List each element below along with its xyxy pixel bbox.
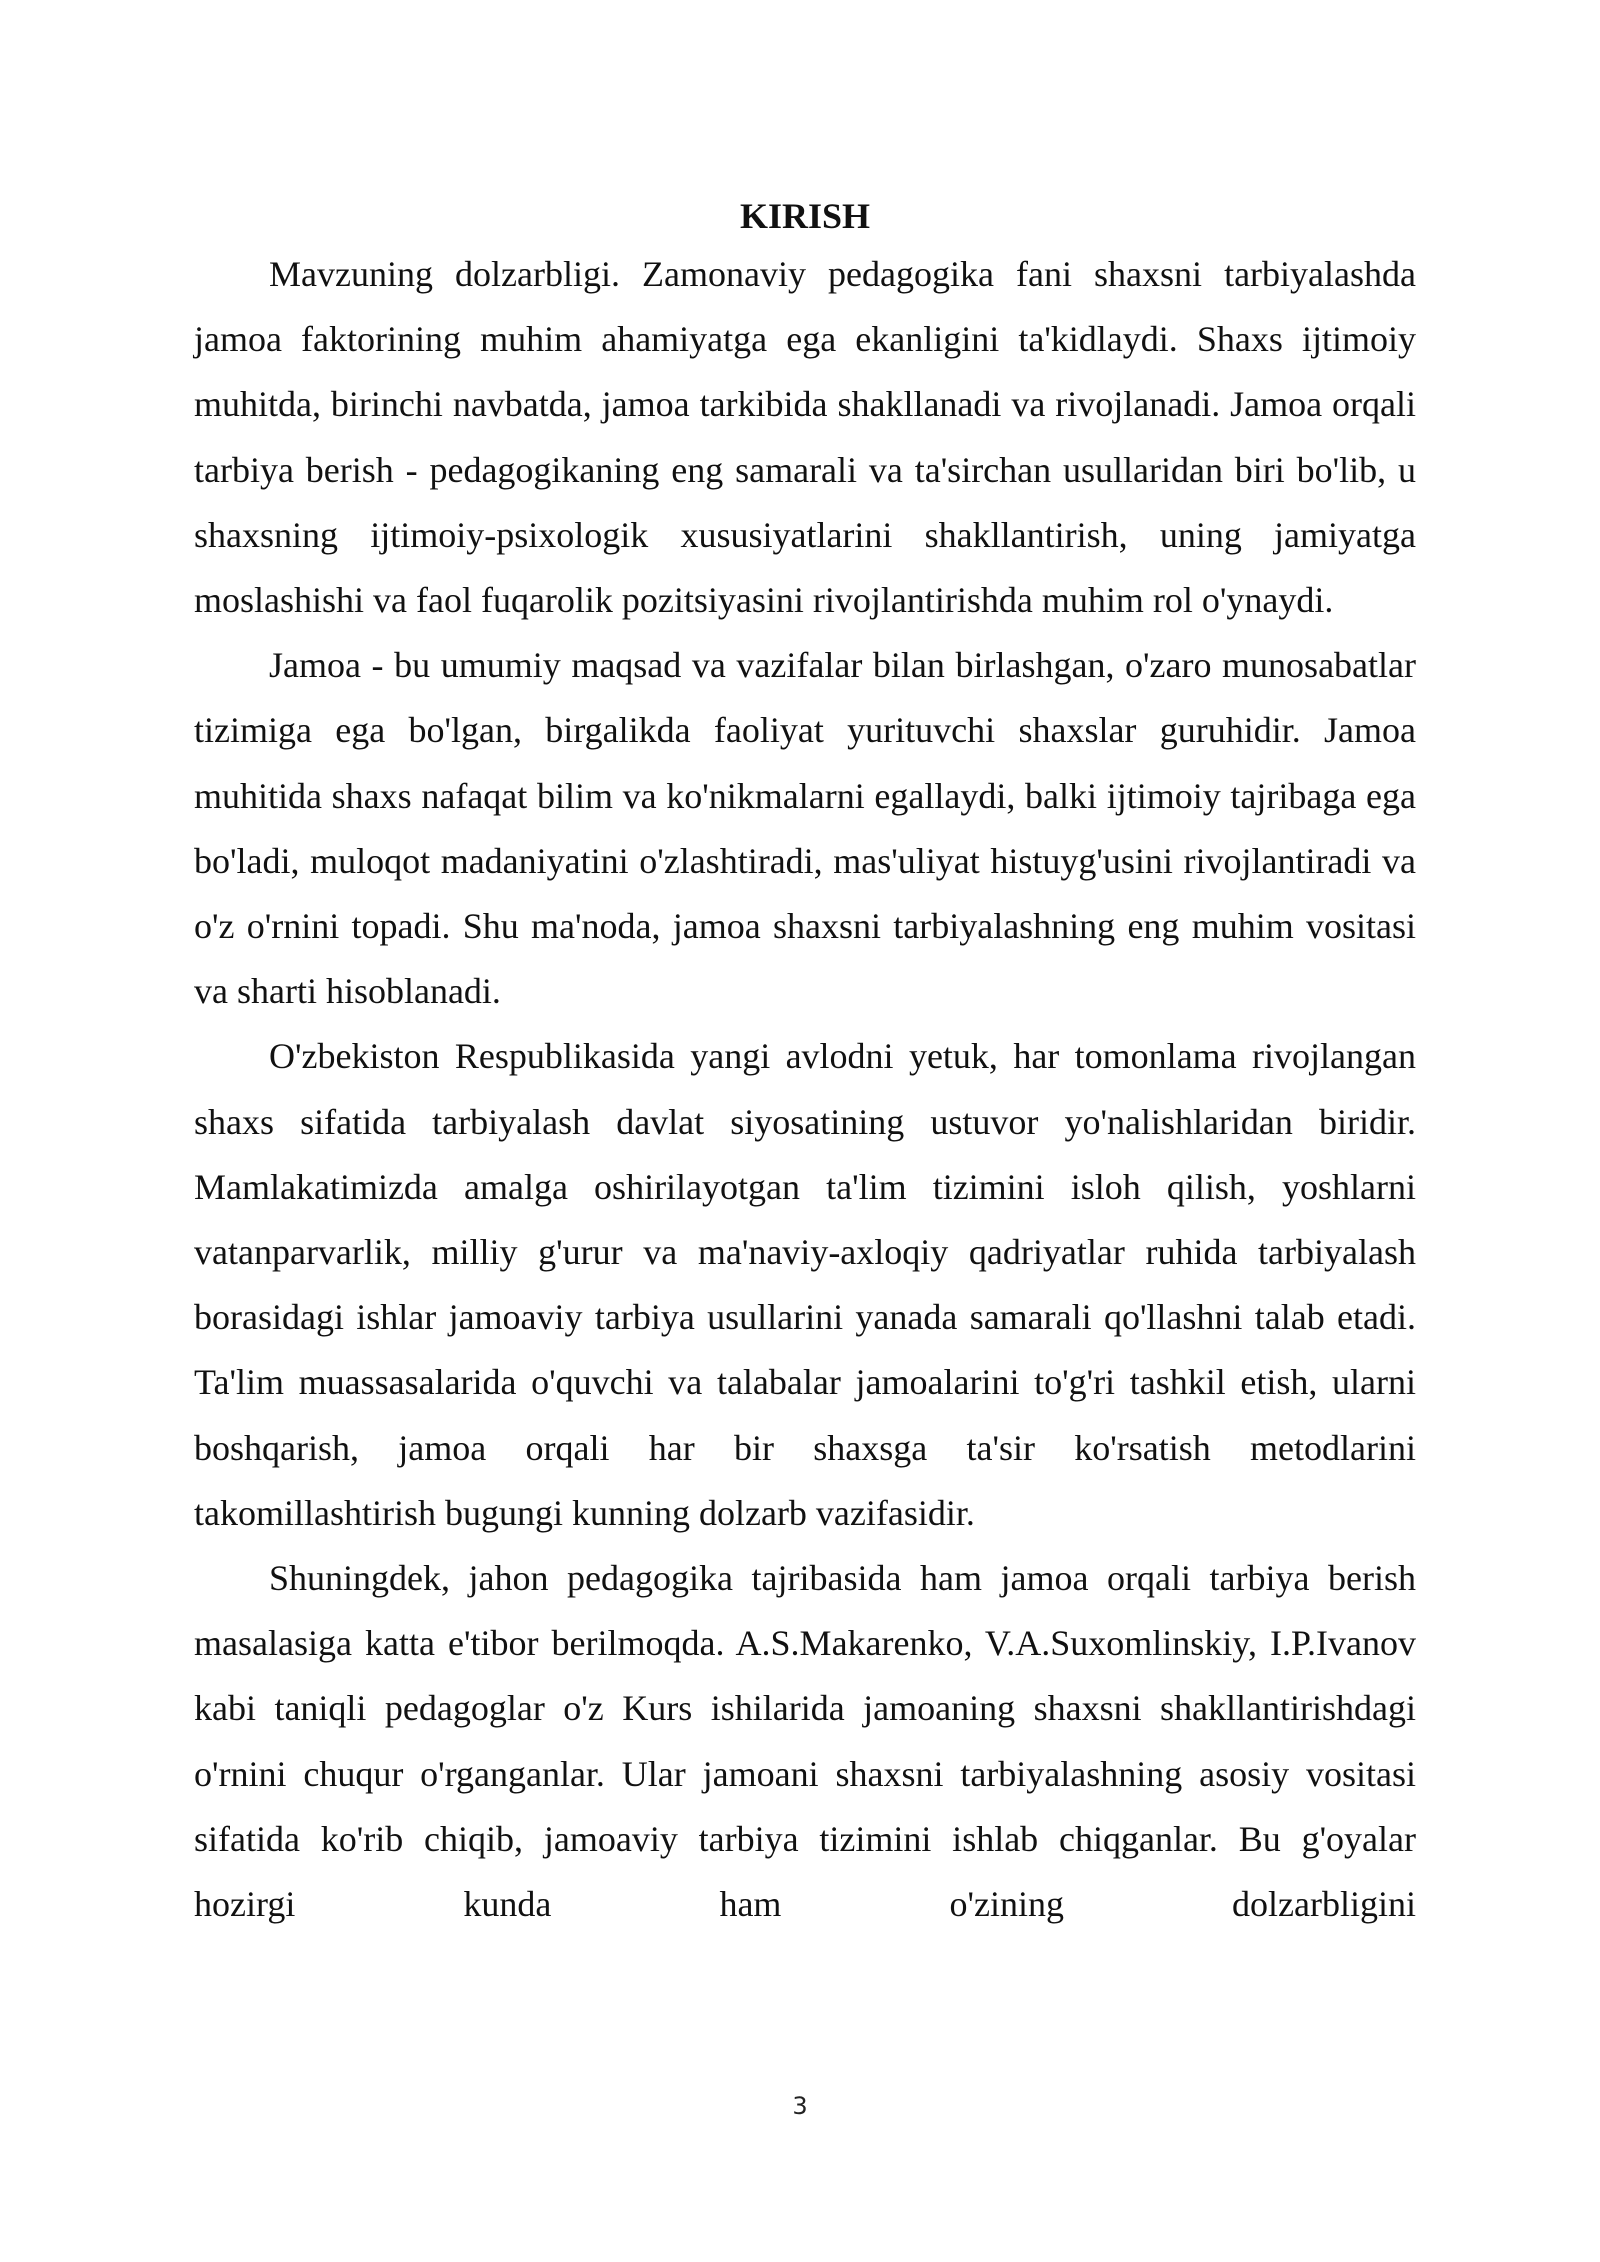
- paragraph-world-experience: Shuningdek, jahon pedagogika tajribasida ham jamoa orqali tarbiya berish masalasiga katta e'tibor berilmoqda. A.S.Makarenko, V.A.Suxomlinskiy, I.P.Ivanov kabi taniqli pedagoglar o'z Kurs ishilarida jamoaning shaxsni shakllantirishdagi o'rnini chuqur o'rganganlar. Ular jamoani shaxsni tarbiyalashning asosiy vositasi sifatida ko'rib chiqib, jamoaviy tarbiya tizimini ishlab chiqganlar. Bu g'oyalar hozirgi kunda ham o'zining dolzarbligini: [194, 1558, 1416, 1925]
- paragraph-collective-definition: Jamoa - bu umumiy maqsad va vazifalar bilan birlashgan, o'zaro munosabatlar tizimiga ega bo'lgan, birgalikda faoliyat yurituvchi shaxslar guruhidir. Jamoa muhitida shaxs nafaqat bilim va ko'nikmalarni egallaydi, balki ijtimoiy tajribaga ega bo'ladi, muloqot madaniyatini o'zlashtiradi, mas'uliyat histuyg'usini rivojlantiradi va o'z o'rnini topadi. Shu ma'noda, jamoa shaxsni tarbiyalashning eng muhim vositasi va sharti hisoblanadi.: [194, 645, 1416, 1012]
- page-number: 3: [792, 2092, 808, 2120]
- section-title: KIRISH: [739, 196, 871, 236]
- paragraph-relevance: Mavzuning dolzarbligi. Zamonaviy pedagogika fani shaxsni tarbiyalashda jamoa faktorining muhim ahamiyatga ega ekanligini ta'kidlaydi. Shaxs ijtimoiy muhitda, birinchi navbatda, jamoa tarkibida shakllanadi va rivojlanadi. Jamoa orqali tarbiya berish - pedagogikaning eng samarali va ta'sirchan usullaridan biri bo'lib, u shaxsning ijtimoiy-psixologik xususiyatlarini shakllantirish, uning jamiyatga moslashishi va faol fuqarolik pozitsiyasini rivojlantirishda muhim rol o'ynaydi.: [194, 254, 1416, 621]
- page-content: [194, 190, 1416, 1937]
- paragraph-uzbekistan-policy: O'zbekiston Respublikasida yangi avlodni yetuk, har tomonlama rivojlangan shaxs sifatida tarbiyalash davlat siyosatining ustuvor yo'nalishlaridan biridir. Mamlakatimizda amalga oshirilayotgan ta'lim tizimini isloh qilish, yoshlarni vatanparvarlik, milliy g'urur va ma'naviy-axloqiy qadriyatlar ruhida tarbiyalash borasidagi ishlar jamoaviy tarbiya usullarini yanada samarali qo'llashni talab etadi. Ta'lim muassasalarida o'quvchi va talabalar jamoalarini to'g'ri tashkil etish, ularni boshqarish, jamoa orqali har bir shaxsga ta'sir ko'rsatish metodlarini takomillashtirish bugungi kunning dolzarb vazifasidir.: [194, 1036, 1416, 1533]
